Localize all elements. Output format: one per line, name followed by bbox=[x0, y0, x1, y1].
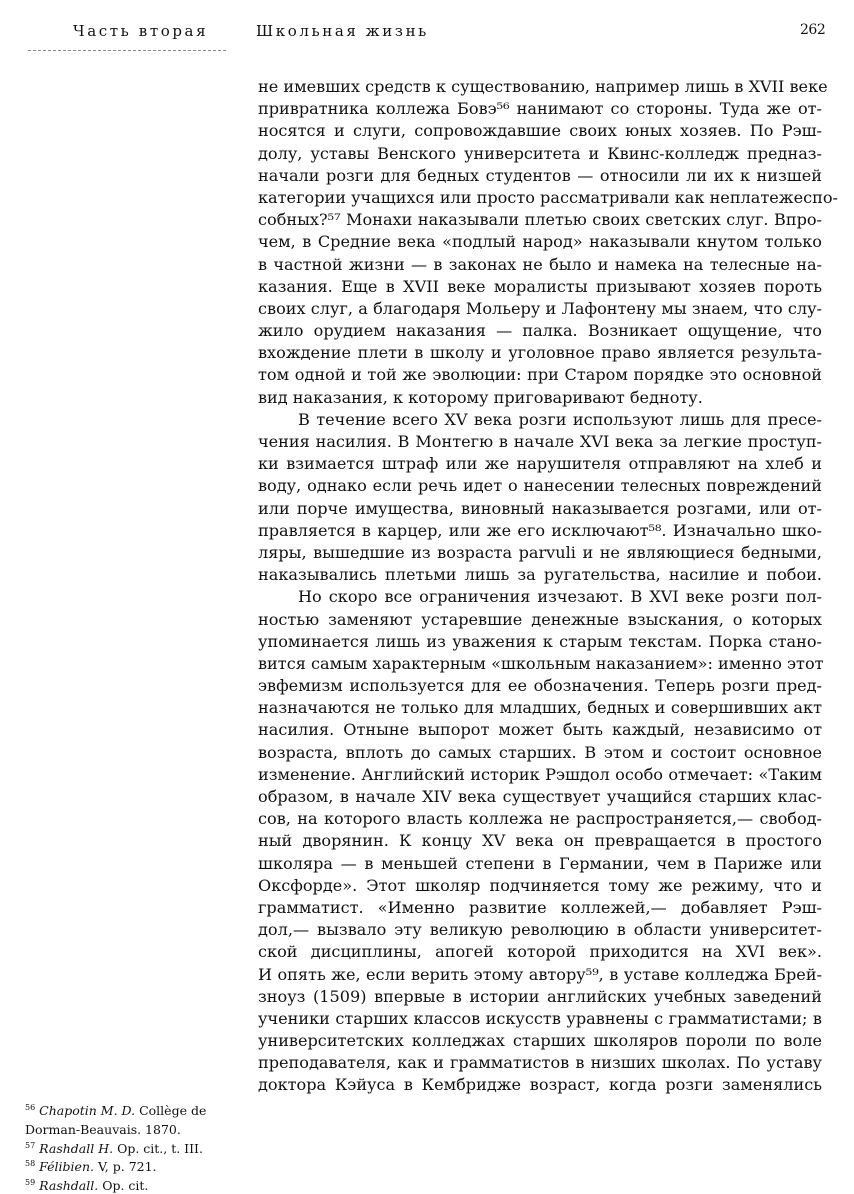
text-line: воду, однако если речь идет о нанесении телесных повреждений bbox=[258, 476, 822, 496]
footnote-citation: Op. cit. bbox=[98, 1178, 149, 1194]
text-line: в частной жизни — в законах не было и намека на телесные на- bbox=[258, 254, 822, 274]
text-line: В течение всего XV века розги используют лишь для пресе- bbox=[298, 409, 822, 429]
text-line: изменение. Английский историк Рэшдол особо отмечает: «Таким bbox=[258, 764, 822, 784]
footnote-citation: Collège de bbox=[135, 1103, 207, 1119]
text-line: И опять же, если верить этому автору⁵⁹, в уставе колледжа Брей- bbox=[258, 964, 822, 984]
text-line: ляры, вышедшие из возраста parvuli и не являющиеся бедными, bbox=[258, 542, 822, 562]
text-line: не имевших средств к существованию, например лишь в XVII веке bbox=[258, 77, 828, 96]
body-text bbox=[258, 76, 838, 1097]
text-line: эвфемизм используется для ее обозначения. Теперь розги пред- bbox=[258, 676, 822, 696]
text-line: преподавателя, как и грамматистов в низших школах. По уставу bbox=[258, 1053, 822, 1073]
header-chapter-title: Школьная жизнь bbox=[256, 22, 429, 40]
text-line: том одной и той же эволюции: при Старом порядке это основной bbox=[258, 365, 822, 385]
text-line: правляется в карцер, или же его исключают⁵⁸. Изначально шко- bbox=[258, 520, 822, 540]
text-line: начали розги для бедных студентов — относили ли их к низшей bbox=[258, 165, 822, 185]
text-line: категории учащихся или просто рассматривали как неплатежеспо- bbox=[258, 187, 838, 207]
footnote-author: Rashdall H. bbox=[39, 1140, 114, 1156]
footnote-citation: Dorman-Beauvais. 1870. bbox=[25, 1121, 181, 1137]
text-line: Оксфорде». Этот школяр подчиняется тому же режиму, что и bbox=[258, 875, 822, 895]
text-line: университетских колледжах старших школяров пороли по воле bbox=[258, 1031, 822, 1051]
footnote bbox=[25, 1175, 255, 1194]
text-line: образом, в начале XIV века существует учащийся старших клас- bbox=[258, 787, 822, 806]
text-line: вхождение плети в школу и уголовное право является результа- bbox=[258, 343, 822, 363]
text-line: назначаются не только для младших, бедных и совершивших акт bbox=[258, 698, 822, 718]
text-line: насилия. Отныне выпорот может быть каждый, независимо от bbox=[258, 720, 822, 740]
header-part-title: Часть вторая bbox=[73, 22, 209, 40]
footnote-author: Félibien. bbox=[39, 1159, 94, 1175]
text-line: ный дворянин. К концу XV века он превращается в простого bbox=[258, 831, 822, 851]
footnote-citation: Op. cit., t. III. bbox=[113, 1140, 203, 1156]
text-line: зноуз (1509) впервые в истории английских учебных заведений bbox=[258, 986, 822, 1006]
text-line: ской дисциплины, апогей которой приходится на XVI век». bbox=[258, 942, 822, 962]
text-line: грамматист. «Именно развитие коллежей,— добавляет Рэш- bbox=[258, 897, 822, 917]
page-number: 262 bbox=[800, 22, 826, 38]
text-line: носятся и слуги, сопровождавшие своих юных хозяев. По Рэш- bbox=[258, 121, 822, 141]
text-line: ки взимается штраф или же нарушителя отправляют на хлеб и bbox=[258, 454, 822, 474]
header-rule bbox=[28, 50, 226, 51]
text-line: дол,— вызвало эту великую революцию в области университет- bbox=[258, 920, 822, 940]
footnotes bbox=[25, 1100, 255, 1194]
text-line: упоминается лишь из уважения к старым текстам. Порка стано- bbox=[258, 631, 822, 651]
text-line: или порче имущества, виновный наказывается розгами, или от- bbox=[258, 498, 822, 518]
text-line: доктора Кэйуса в Кембридже возраст, когда розги заменялись bbox=[258, 1075, 822, 1095]
text-line: ностью заменяют устаревшие денежные взыскания, о которых bbox=[258, 609, 822, 629]
footnote bbox=[25, 1119, 255, 1138]
footnote-citation: V, p. 721. bbox=[93, 1159, 157, 1175]
text-line: казания. Еще в XVII веке моралисты призывают хозяев пороть bbox=[258, 276, 822, 296]
text-line: долу, уставы Венского университета и Квинс-колледж предназ- bbox=[258, 143, 822, 163]
text-line: привратника коллежа Бовэ⁵⁶ нанимают со стороны. Туда же от- bbox=[258, 99, 822, 119]
text-line: Но скоро все ограничения изчезают. В XVI веке розги пол- bbox=[298, 587, 822, 607]
text-line: наказывались плетьми лишь за ругательства, насилие и побои. bbox=[258, 565, 822, 585]
footnote-author: Chapotin M. D. bbox=[39, 1103, 136, 1119]
text-line: вится самым характерным «школьным наказанием»: именно этот bbox=[258, 653, 824, 673]
text-line: жило орудием наказания — палка. Возникает ощущение, что bbox=[258, 321, 822, 341]
text-line: своих слуг, а благодаря Мольеру и Лафонтену мы знаем, что слу- bbox=[258, 298, 822, 318]
footnote-number: 57 bbox=[25, 1140, 36, 1150]
footnote-author: Rashdall. bbox=[39, 1178, 99, 1194]
text-line: школяра — в меньшей степени в Германии, чем в Париже или bbox=[258, 853, 822, 873]
text-line: возраста, вплоть до самых старших. В этом и состоит основное bbox=[258, 742, 822, 762]
footnote bbox=[25, 1138, 255, 1157]
footnote-number: 58 bbox=[25, 1159, 36, 1169]
footnote-number: 56 bbox=[25, 1103, 36, 1112]
footnote bbox=[25, 1100, 255, 1119]
footnote bbox=[25, 1156, 255, 1175]
footnote-number: 59 bbox=[25, 1178, 36, 1187]
text-line: сов, на которого власть коллежа не распространяется,— свобод- bbox=[258, 809, 822, 829]
text-line: собных?⁵⁷ Монахи наказывали плетью своих светских слуг. Впро- bbox=[258, 210, 822, 230]
text-line: чем, в Средние века «подлый народ» наказывали кнутом только bbox=[258, 232, 822, 252]
text-line: ученики старших классов искусств уравнены с грамматистами; в bbox=[258, 1008, 822, 1028]
text-line: чения насилия. В Монтегю в начале XVI века за легкие проступ- bbox=[258, 432, 822, 451]
text-line: вид наказания, к которому приговаривают бедноту. bbox=[258, 387, 703, 407]
